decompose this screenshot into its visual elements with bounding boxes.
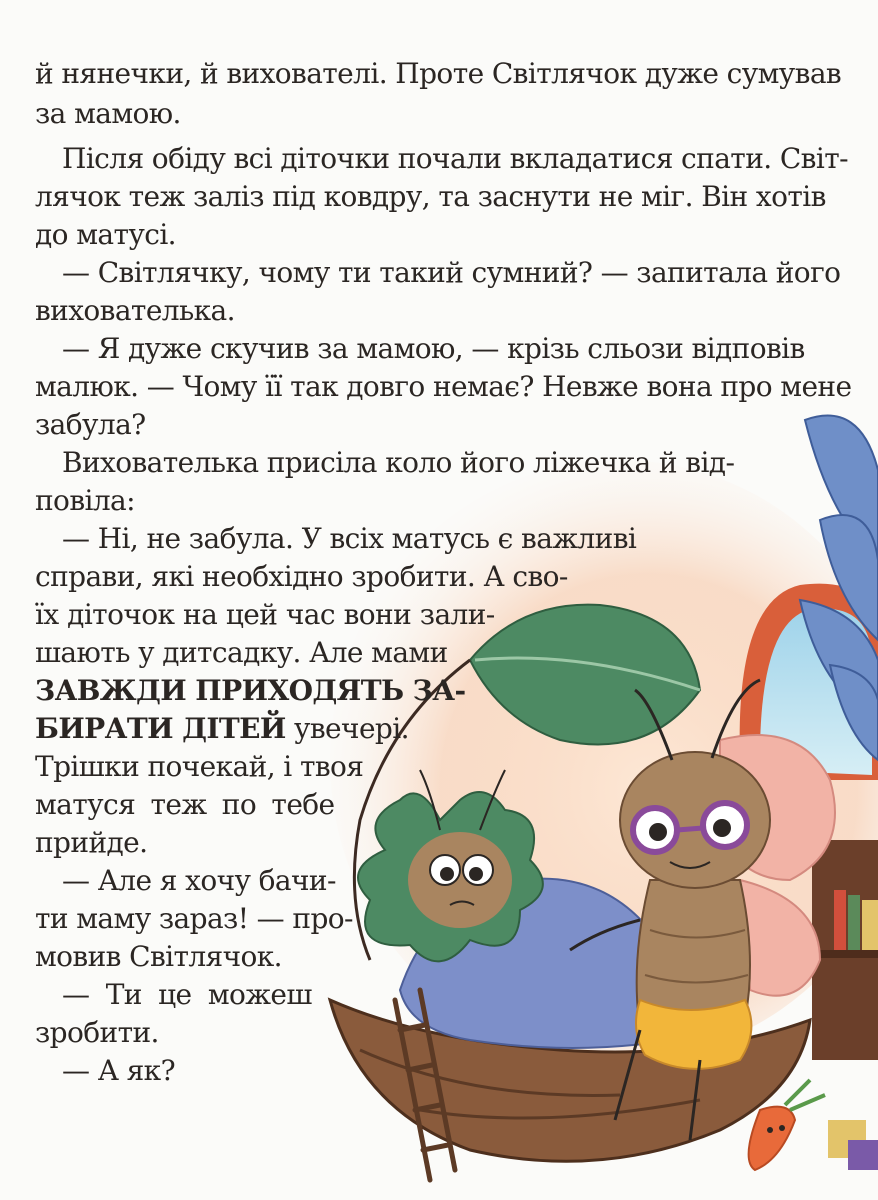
text-line-12 [35, 482, 135, 520]
line-text: забула? [35, 408, 146, 441]
text-line-26 [35, 1014, 159, 1052]
line-text: справи, які необхідно зробити. А сво- [35, 560, 568, 593]
line-text: Трішки почекай, і твоя [35, 750, 364, 783]
text-line-13 [62, 520, 636, 558]
text-line-27 [62, 1052, 175, 1090]
line-text: — Але я хочу бачи- [62, 864, 336, 897]
line-text: й нянечки, й вихователі. Проте Світлячок дуже сумував [35, 57, 842, 90]
text-line-20 [35, 786, 335, 824]
line-text: до матусі. [35, 218, 176, 251]
line-text: прийде. [35, 826, 148, 859]
line-text: Вихователька присіла коло його ліжечка й від- [62, 446, 735, 479]
line-text: — А як? [62, 1054, 175, 1087]
text-line-14 [35, 558, 568, 596]
text-line-5 [35, 216, 176, 254]
line-text: матуся теж по тебе [35, 788, 335, 821]
emphasized-text: БИРАТИ ДІТЕЙ [35, 712, 286, 745]
line-text: — Світлячку, чому ти такий сумний? — запитала його [62, 256, 841, 289]
text-line-3 [62, 140, 848, 178]
text-line-9 [35, 368, 851, 406]
text-line-16 [35, 634, 448, 672]
line-text: повіла: [35, 484, 135, 517]
text-line-4 [35, 178, 826, 216]
text-line-21 [35, 824, 147, 862]
emphasized-text: ЗАВЖДИ ПРИХОДЯТЬ ЗА- [35, 674, 466, 707]
toy-blocks-icon [828, 1120, 878, 1170]
text-line-8 [62, 330, 805, 368]
line-text: ти маму зараз! — про- [35, 902, 353, 935]
line-text: їх діточок на цей час вони зали- [35, 598, 495, 631]
line-text: увечері. [285, 712, 409, 745]
text-line-1 [35, 55, 841, 93]
line-text: — Я дуже скучив за мамою, — крізь сльози відповів [62, 332, 805, 365]
text-line-15 [35, 596, 495, 634]
text-line-17 [35, 672, 465, 710]
line-text: малюк. — Чому її так довго немає? Невже вона про мене [35, 370, 852, 403]
line-text: мовив Світлячок. [35, 940, 282, 973]
text-line-19 [35, 748, 363, 786]
text-line-7 [35, 292, 235, 330]
line-text: вихователька. [35, 294, 235, 327]
line-text: шають у дитсадку. Але мами [35, 636, 448, 669]
text-line-23 [35, 900, 353, 938]
line-text: за мамою. [35, 97, 181, 130]
bookshelf-icon [812, 840, 878, 1060]
text-line-25 [62, 976, 312, 1014]
text-line-10 [35, 406, 146, 444]
text-line-18 [35, 710, 409, 748]
line-text: — Ти це можеш [62, 978, 312, 1011]
text-line-6 [62, 254, 840, 292]
line-text: Після обіду всі діточки почали вкладатися спати. Світ- [62, 142, 848, 175]
line-text: зробити. [35, 1016, 159, 1049]
text-line-22 [62, 862, 336, 900]
line-text: — Ні, не забула. У всіх матусь є важливі [62, 522, 637, 555]
line-text: лячок теж заліз під ковдру, та заснути не міг. Він хотів [35, 180, 826, 213]
text-line-24 [35, 938, 282, 976]
text-line-2 [35, 95, 181, 133]
text-line-11 [62, 444, 734, 482]
